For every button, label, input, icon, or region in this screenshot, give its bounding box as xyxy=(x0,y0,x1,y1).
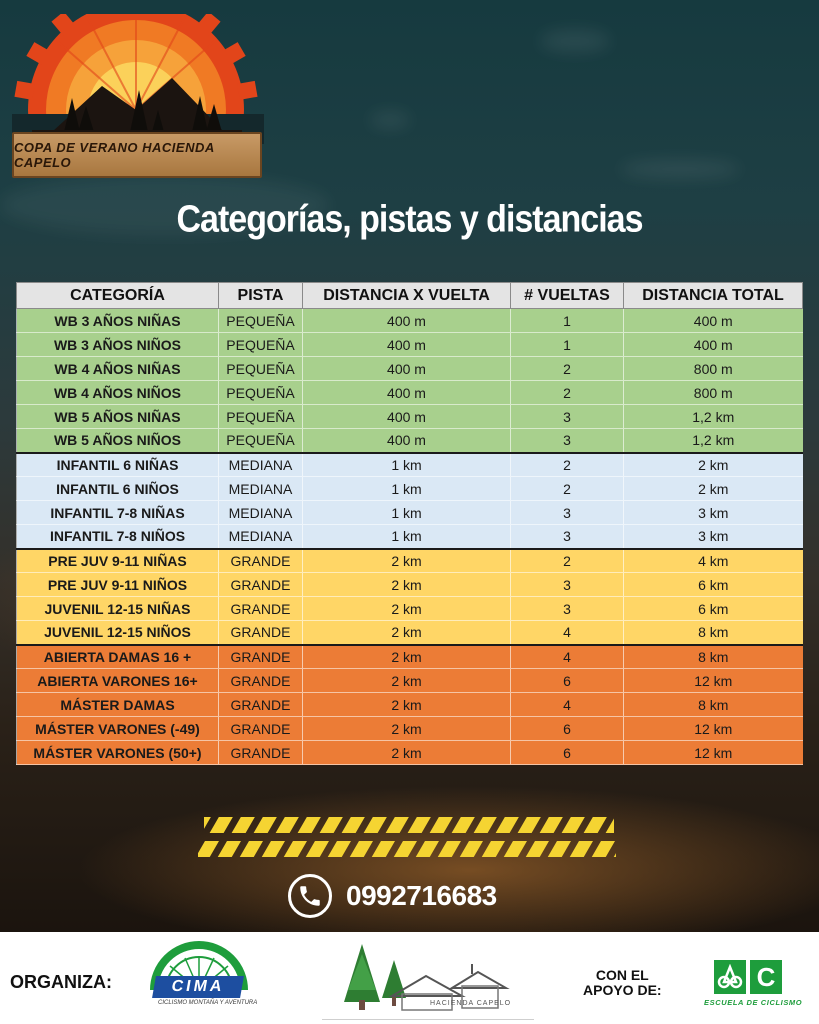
cell-laps: 4 xyxy=(511,645,624,669)
cloud-decoration xyxy=(620,160,740,178)
cell-distance-lap: 400 m xyxy=(303,429,511,453)
cell-category: WB 3 AÑOS NIÑAS xyxy=(17,309,219,333)
cell-pista: GRANDE xyxy=(219,693,303,717)
phone-icon xyxy=(288,874,332,918)
cell-distance-lap: 2 km xyxy=(303,621,511,645)
cell-distance-total: 1,2 km xyxy=(624,405,803,429)
cell-distance-total: 400 m xyxy=(624,309,803,333)
logo-text: COPA DE VERANO HACIENDA CAPELO xyxy=(14,140,215,170)
cell-category: MÁSTER VARONES (-49) xyxy=(17,717,219,741)
cell-distance-lap: 400 m xyxy=(303,309,511,333)
cell-distance-lap: 2 km xyxy=(303,693,511,717)
cell-pista: MEDIANA xyxy=(219,453,303,477)
apoyo-line-2: APOYO DE: xyxy=(583,982,662,998)
cell-pista: GRANDE xyxy=(219,549,303,573)
cell-distance-lap: 2 km xyxy=(303,717,511,741)
table-row xyxy=(17,645,803,669)
cell-category: PRE JUV 9-11 NIÑOS xyxy=(17,573,219,597)
header-distancia-vuelta: DISTANCIA X VUELTA xyxy=(303,283,511,309)
header-distancia-total: DISTANCIA TOTAL xyxy=(624,283,803,309)
cell-laps: 2 xyxy=(511,453,624,477)
table-row xyxy=(17,357,803,381)
sun-gear-mountains-icon xyxy=(12,14,264,144)
cell-distance-total: 800 m xyxy=(624,381,803,405)
cell-pista: MEDIANA xyxy=(219,501,303,525)
cima-name: CIMA xyxy=(152,976,244,998)
ac-logo-c: C xyxy=(750,960,782,994)
phone-number[interactable]: 0992716683 xyxy=(346,880,497,911)
cell-category: WB 3 AÑOS NIÑOS xyxy=(17,333,219,357)
table-row xyxy=(17,549,803,573)
trees-house-icon xyxy=(322,940,534,1020)
cell-laps: 6 xyxy=(511,717,624,741)
cell-distance-total: 1,2 km xyxy=(624,429,803,453)
cell-distance-total: 12 km xyxy=(624,741,803,765)
table-row xyxy=(17,597,803,621)
cell-pista: PEQUEÑA xyxy=(219,357,303,381)
cell-category: INFANTIL 7-8 NIÑOS xyxy=(17,525,219,549)
cell-pista: PEQUEÑA xyxy=(219,381,303,405)
cell-pista: GRANDE xyxy=(219,741,303,765)
cell-category: WB 4 AÑOS NIÑAS xyxy=(17,357,219,381)
cell-laps: 2 xyxy=(511,381,624,405)
table-row xyxy=(17,333,803,357)
cell-distance-total: 12 km xyxy=(624,717,803,741)
cell-distance-lap: 2 km xyxy=(303,645,511,669)
cell-distance-lap: 1 km xyxy=(303,501,511,525)
caution-stripes-decoration xyxy=(198,815,622,861)
cell-category: WB 4 AÑOS NIÑOS xyxy=(17,381,219,405)
hacienda-capelo-logo xyxy=(322,940,534,1020)
cell-laps: 1 xyxy=(511,333,624,357)
cell-pista: PEQUEÑA xyxy=(219,405,303,429)
cell-laps: 2 xyxy=(511,549,624,573)
cell-distance-lap: 1 km xyxy=(303,453,511,477)
cell-category: INFANTIL 7-8 NIÑAS xyxy=(17,501,219,525)
cell-distance-lap: 2 km xyxy=(303,669,511,693)
cell-distance-lap: 400 m xyxy=(303,333,511,357)
table-row xyxy=(17,621,803,645)
sponsor-footer xyxy=(0,932,819,1024)
cell-category: MÁSTER VARONES (50+) xyxy=(17,741,219,765)
bike-a-icon xyxy=(717,964,743,990)
cell-pista: GRANDE xyxy=(219,621,303,645)
cell-laps: 3 xyxy=(511,429,624,453)
cell-pista: GRANDE xyxy=(219,573,303,597)
cell-distance-total: 2 km xyxy=(624,453,803,477)
cell-distance-lap: 400 m xyxy=(303,405,511,429)
cell-category: JUVENIL 12-15 NIÑAS xyxy=(17,597,219,621)
cell-distance-total: 3 km xyxy=(624,525,803,549)
cell-category: WB 5 AÑOS NIÑOS xyxy=(17,429,219,453)
cell-category: PRE JUV 9-11 NIÑAS xyxy=(17,549,219,573)
cell-distance-lap: 2 km xyxy=(303,549,511,573)
ac-logo xyxy=(714,960,782,994)
cell-pista: PEQUEÑA xyxy=(219,333,303,357)
header-pista: PISTA xyxy=(219,283,303,309)
cell-distance-total: 8 km xyxy=(624,645,803,669)
cell-distance-lap: 400 m xyxy=(303,381,511,405)
cell-distance-total: 6 km xyxy=(624,573,803,597)
cloud-decoration xyxy=(370,112,410,128)
table-row xyxy=(17,309,803,333)
hacienda-label: HACIENDA CAPELO xyxy=(430,1000,512,1007)
cell-pista: GRANDE xyxy=(219,597,303,621)
cell-distance-lap: 2 km xyxy=(303,741,511,765)
cell-laps: 1 xyxy=(511,309,624,333)
cell-distance-lap: 2 km xyxy=(303,597,511,621)
cell-distance-lap: 1 km xyxy=(303,477,511,501)
cell-laps: 3 xyxy=(511,405,624,429)
ac-logo-a xyxy=(714,960,746,994)
escuela-label: ESCUELA DE CICLISMO xyxy=(704,998,803,1007)
table-row xyxy=(17,525,803,549)
cell-pista: GRANDE xyxy=(219,669,303,693)
cell-pista: PEQUEÑA xyxy=(219,429,303,453)
event-logo xyxy=(12,14,264,170)
cell-distance-total: 2 km xyxy=(624,477,803,501)
header-vueltas: # VUELTAS xyxy=(511,283,624,309)
header-categoria: CATEGORÍA xyxy=(17,283,219,309)
page-title: Categorías, pistas y distancias xyxy=(176,197,643,241)
cell-distance-lap: 400 m xyxy=(303,357,511,381)
apoyo-label xyxy=(583,968,662,998)
table-row xyxy=(17,381,803,405)
cell-category: JUVENIL 12-15 NIÑOS xyxy=(17,621,219,645)
cell-distance-total: 8 km xyxy=(624,693,803,717)
table-row xyxy=(17,501,803,525)
phone-handset-icon xyxy=(297,883,323,909)
logo-wood-plank xyxy=(12,132,262,178)
cell-laps: 4 xyxy=(511,621,624,645)
apoyo-line-1: CON EL xyxy=(595,967,649,983)
cima-logo xyxy=(140,938,258,1020)
cell-distance-total: 8 km xyxy=(624,621,803,645)
cell-distance-total: 400 m xyxy=(624,333,803,357)
cell-laps: 4 xyxy=(511,693,624,717)
cell-distance-lap: 2 km xyxy=(303,573,511,597)
cell-distance-lap: 1 km xyxy=(303,525,511,549)
cell-laps: 2 xyxy=(511,477,624,501)
cell-distance-total: 4 km xyxy=(624,549,803,573)
cell-laps: 3 xyxy=(511,501,624,525)
cell-category: INFANTIL 6 NIÑAS xyxy=(17,453,219,477)
phone-contact xyxy=(288,872,497,920)
cloud-decoration xyxy=(540,30,610,52)
table-row xyxy=(17,741,803,765)
cell-distance-total: 3 km xyxy=(624,501,803,525)
table-row xyxy=(17,669,803,693)
table-row xyxy=(17,477,803,501)
cell-pista: GRANDE xyxy=(219,645,303,669)
cell-pista: GRANDE xyxy=(219,717,303,741)
cell-category: ABIERTA VARONES 16+ xyxy=(17,669,219,693)
table-row xyxy=(17,453,803,477)
cell-laps: 3 xyxy=(511,573,624,597)
cell-distance-total: 12 km xyxy=(624,669,803,693)
organiza-label: ORGANIZA: xyxy=(10,972,112,992)
cell-laps: 3 xyxy=(511,525,624,549)
cell-laps: 3 xyxy=(511,597,624,621)
cell-pista: MEDIANA xyxy=(219,525,303,549)
cell-category: MÁSTER DAMAS xyxy=(17,693,219,717)
table-row xyxy=(17,429,803,453)
categories-table xyxy=(16,282,803,765)
table-row xyxy=(17,405,803,429)
escuela-ciclismo-logo xyxy=(702,960,803,1020)
cell-pista: MEDIANA xyxy=(219,477,303,501)
cell-pista: PEQUEÑA xyxy=(219,309,303,333)
cell-laps: 2 xyxy=(511,357,624,381)
table-row xyxy=(17,717,803,741)
cell-distance-total: 800 m xyxy=(624,357,803,381)
table-header-row xyxy=(17,283,803,309)
cell-laps: 6 xyxy=(511,741,624,765)
table-row xyxy=(17,693,803,717)
cell-category: INFANTIL 6 NIÑOS xyxy=(17,477,219,501)
table-row xyxy=(17,573,803,597)
cell-category: WB 5 AÑOS NIÑAS xyxy=(17,405,219,429)
cell-laps: 6 xyxy=(511,669,624,693)
cima-tagline: CICLISMO MONTAÑA Y AVENTURA xyxy=(158,1000,258,1006)
cell-category: ABIERTA DAMAS 16 + xyxy=(17,645,219,669)
cell-distance-total: 6 km xyxy=(624,597,803,621)
